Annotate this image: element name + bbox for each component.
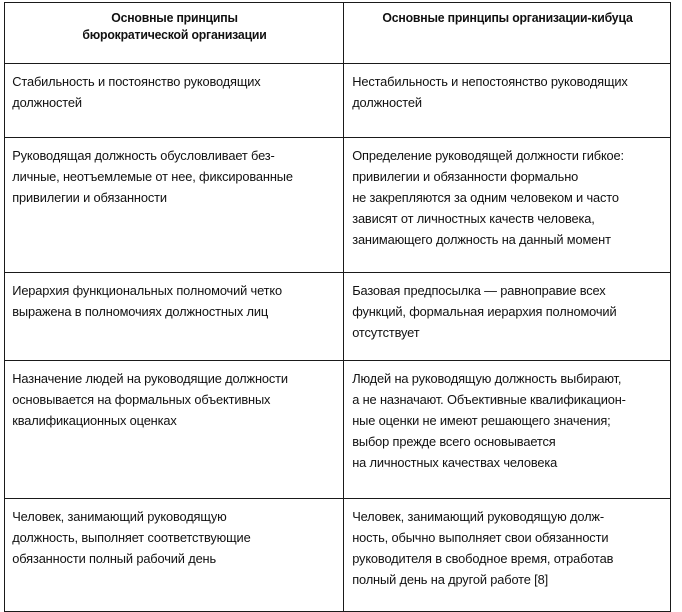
- column-header-kibbutz-line-1: Основные принципы организации-кибуца: [381, 10, 633, 25]
- column-header-kibbutz: [355, 3, 659, 64]
- cell-line: обязанности полный рабочий день: [11, 551, 216, 566]
- cell-line: а не назначают. Объективные квалификацион-: [351, 392, 626, 407]
- cell-line: зависят от личностных качеств человека,: [351, 211, 595, 226]
- table-body: [5, 64, 671, 612]
- cell-text: [12, 368, 325, 431]
- cell-line: Нестабильность и непостоянство руководящих: [351, 74, 628, 89]
- cell-line: Назначение людей на руководящие должности: [11, 371, 288, 386]
- comparison-table: [4, 2, 671, 612]
- cell-text: [352, 368, 652, 473]
- cell-text: [352, 71, 652, 113]
- column-header-bureaucratic: [16, 3, 331, 64]
- cell-text: [352, 506, 652, 590]
- cell-line: Человек, занимающий руководящую долж-: [351, 509, 604, 524]
- column-header-bureaucratic-line-2: бюрократической организации: [81, 27, 267, 42]
- cell-text: [352, 145, 652, 250]
- cell-text: [12, 145, 325, 208]
- table-header: [5, 3, 671, 64]
- table-cell-left: [5, 138, 332, 273]
- cell-line: Руководящая должность обусловливает без-: [11, 148, 275, 163]
- column-header-bureaucratic-line-1: Основные принципы: [110, 10, 238, 25]
- header-row: [5, 3, 671, 64]
- cell-line: выражена в полномочиях должностных лиц: [11, 304, 268, 319]
- cell-line: ные оценки не имеют решающего значения;: [351, 413, 611, 428]
- cell-line: квалификационных оценках: [11, 413, 177, 428]
- table-cell-right: [344, 138, 660, 273]
- table-cell-right: [344, 499, 660, 612]
- cell-line: должностей: [351, 95, 422, 110]
- cell-line: Определение руководящей должности гибкое:: [351, 148, 624, 163]
- cell-line: ность, обычно выполняет свои обязанности: [351, 530, 608, 545]
- table-row: [5, 273, 671, 361]
- cell-line: отсутствует: [351, 325, 419, 340]
- table-cell-left: [5, 273, 332, 361]
- cell-line: Людей на руководящую должность выбирают,: [351, 371, 621, 386]
- cell-line: на личностных качествах человека: [351, 455, 557, 470]
- table-cell-left: [5, 64, 332, 138]
- cell-text: [12, 506, 325, 569]
- cell-line: Базовая предпосылка — равноправие всех: [351, 283, 606, 298]
- table-cell-left: [5, 361, 332, 499]
- table-row: [5, 361, 671, 499]
- cell-line: занимающего должность на данный момент: [351, 232, 611, 247]
- cell-line: Человек, занимающий руководящую: [11, 509, 227, 524]
- cell-line: личные, неотъемлемые от нее, фиксированные: [11, 169, 293, 184]
- cell-line: полный день на другой работе [8]: [351, 572, 548, 587]
- cell-line: привилегии и обязанности формально: [351, 169, 578, 184]
- cell-line: Иерархия функциональных полномочий четко: [11, 283, 282, 298]
- cell-line: привилегии и обязанности: [11, 190, 167, 205]
- cell-line: функций, формальная иерархия полномочий: [351, 304, 616, 319]
- cell-text: [12, 280, 325, 322]
- table-cell-right: [344, 64, 660, 138]
- table-row: [5, 499, 671, 612]
- table-cell-right: [344, 361, 660, 499]
- cell-text: [352, 280, 652, 343]
- table-row: [5, 64, 671, 138]
- cell-line: должность, выполняет соответствующие: [11, 530, 251, 545]
- cell-text: [12, 71, 325, 113]
- cell-line: руководителя в свободное время, отработав: [351, 551, 613, 566]
- cell-line: должностей: [11, 95, 82, 110]
- cell-line: не закрепляются за одним человеком и часто: [351, 190, 619, 205]
- cell-line: выбор прежде всего основывается: [351, 434, 556, 449]
- table-cell-left: [5, 499, 332, 612]
- cell-line: Стабильность и постоянство руководящих: [11, 74, 261, 89]
- table-cell-right: [344, 273, 660, 361]
- table-row: [5, 138, 671, 273]
- cell-line: основывается на формальных объективных: [11, 392, 270, 407]
